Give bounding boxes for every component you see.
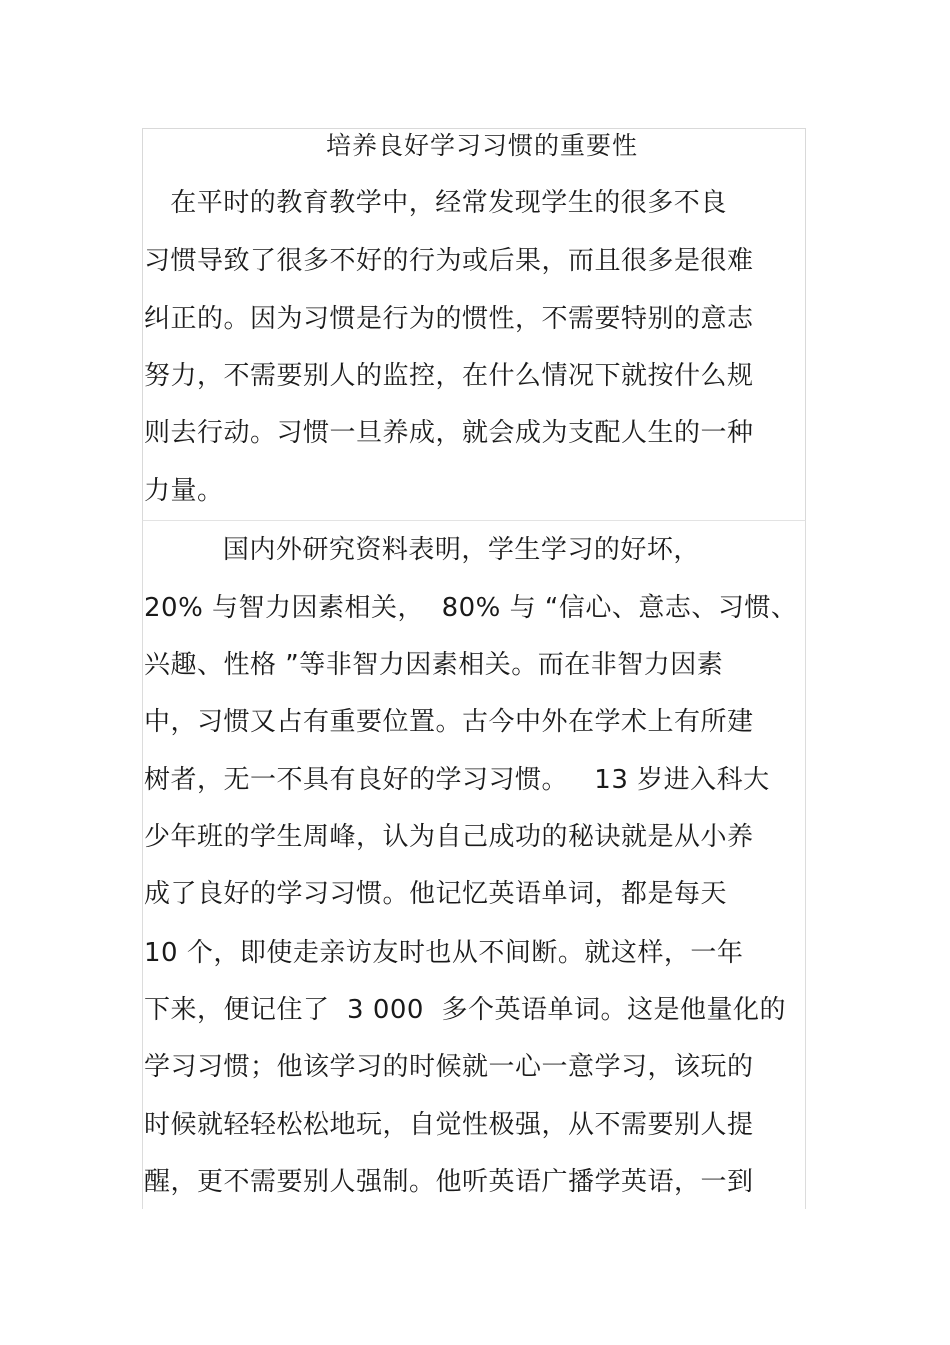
paragraph-line: 中，习惯又占有重要位置。古今中外在学术上有所建 [144,707,754,737]
text-frame-right-border [805,521,806,1209]
paragraph-line: 成了良好的学习习惯。他记忆英语单词，都是每天 [144,879,728,909]
paragraph-line: 努力，不需要别人的监控，在什么情况下就按什么规 [144,361,754,391]
paragraph-line: 学习习惯；他该学习的时候就一心一意学习，该玩的 [144,1052,754,1082]
paragraph-line: 力量。 [144,476,224,506]
paragraph-line: 国内外研究资料表明，学生学习的好坏， [144,535,700,565]
paragraph-line: 20% 与智力因素相关， 80% 与 “信心、意志、习惯、 [144,593,798,623]
paragraph-line: 兴趣、性格 ”等非智力因素相关。而在非智力因素 [144,650,724,680]
paragraph-line: 纠正的。因为习惯是行为的惯性，不需要特别的意志 [144,304,754,334]
paragraph-line: 下来，便记住了 3 000 多个英语单词。这是他量化的 [144,995,786,1025]
paragraph-line: 10 个，即使走亲访友时也从不间断。就这样，一年 [144,938,744,968]
paragraph-line: 树者，无一不具有良好的学习习惯。 13 岁进入科大 [144,765,770,795]
document-title: 培养良好学习习惯的重要性 [325,131,638,160]
paragraph-line: 时候就轻轻松松地玩，自觉性极强，从不需要别人提 [144,1110,754,1140]
paragraph-line: 醒，更不需要别人强制。他听英语广播学英语，一到 [144,1167,754,1197]
paragraph-line: 在平时的教育教学中，经常发现学生的很多不良 [144,188,727,218]
paragraph-line: 习惯导致了很多不好的行为或后果，而且很多是很难 [144,246,754,276]
text-frame-left-border [142,521,143,1209]
paragraph-line: 则去行动。习惯一旦养成，就会成为支配人生的一种 [144,418,754,448]
paragraph-line: 少年班的学生周峰，认为自己成功的秘诀就是从小养 [144,822,754,852]
